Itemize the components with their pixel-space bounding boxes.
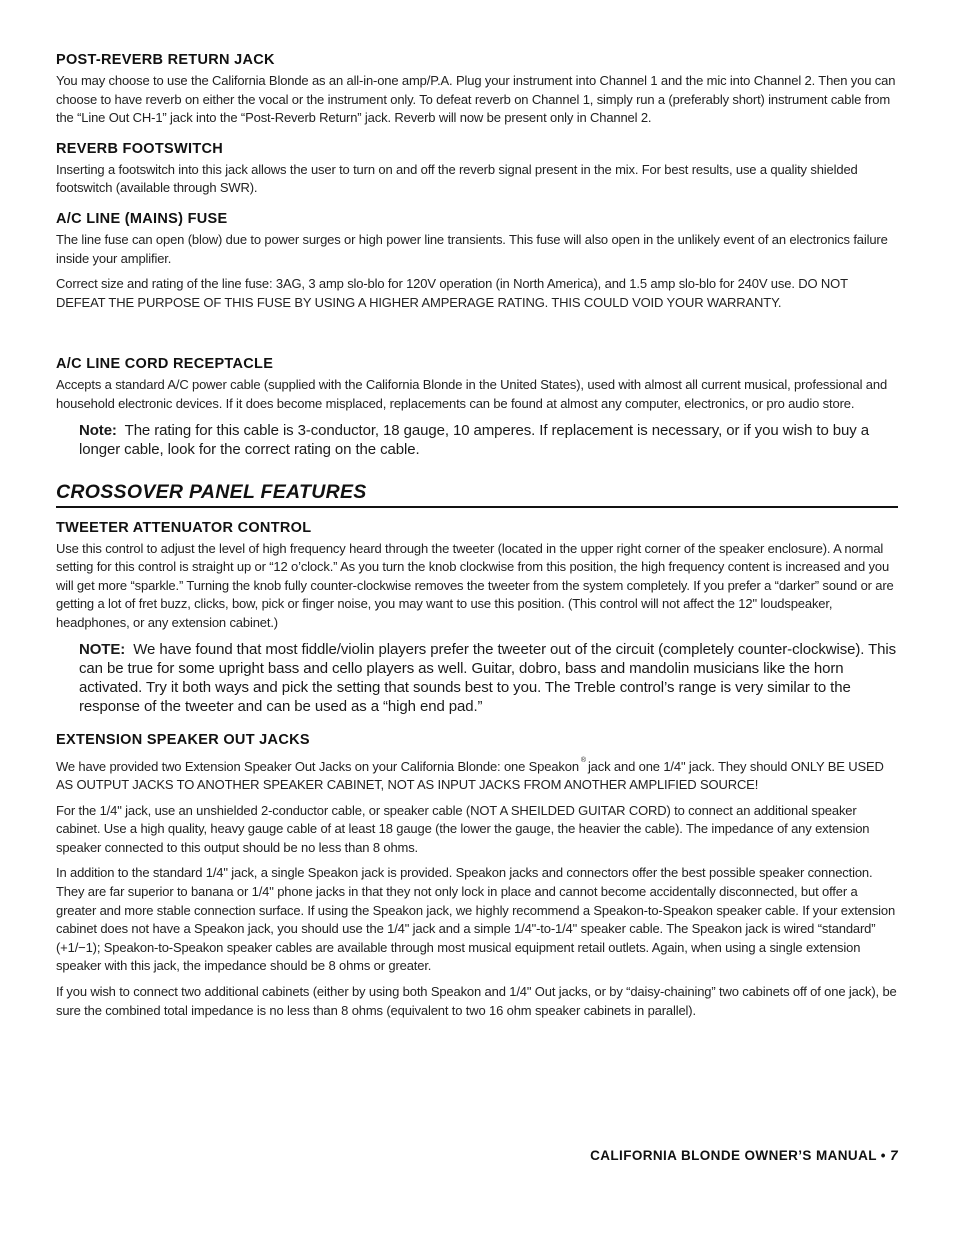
section-paragraph: Inserting a footswitch into this jack allows the user to turn on and off the reverb signal present in the mix. For best results, use a quality shielded footswitch (available through SWR).	[56, 161, 858, 196]
note-block	[79, 640, 898, 716]
section-heading: POST-REVERB RETURN JACK	[56, 52, 275, 68]
section-heading: EXTENSION SPEAKER OUT JACKS	[56, 731, 310, 748]
note-block	[79, 421, 898, 459]
section-extension-speaker-jacks	[56, 732, 898, 1021]
note-label: Note:	[79, 421, 117, 439]
section-tweeter-attenuator	[56, 520, 898, 716]
section-paragraph: Correct size and rating of the line fuse: 3AG, 3 amp slo-blo for 120V operation (in North America), and 1.5 amp slo-blo for 240V use. DO NOT DEFEAT THE PURPOSE OF THIS FUSE BY USING A HIGHER AMPERAGE RATING. THIS COULD VOID YOUR WARRANTY.	[56, 276, 848, 310]
section-paragraph	[56, 752, 898, 795]
section-paragraph: For the 1/4" jack, use an unshielded 2-conductor cable, or speaker cable (NOT A SHEILDED GUITAR CORD) to connect an additional speaker cabinet. Use a high quality, heavy gauge cable of at least 18 gauge (the lower the gauge, the heavier the cable). The impedance of any extension speaker connected to this output should be no less than 8 ohms.	[56, 802, 870, 855]
section-paragraph: The line fuse can open (blow) due to power surges or high power line transients. This fuse will also open in the unlikely event of an electronics failure inside your amplifier.	[56, 231, 888, 266]
paragraph-text: jack and one 1/4" jack. They should ONLY BE USED AS OUTPUT JACKS TO ANOTHER SPEAKER CABINET, NOT AS INPUT JACKS FROM ANOTHER AMPLIFIED SOURCE!	[56, 758, 884, 793]
section-heading: REVERB FOOTSWITCH	[56, 140, 224, 157]
section-paragraph: If you wish to connect two additional cabinets (either by using both Speakon and 1/4" Out jacks, or by “daisy-chaining” two cabinets off of one jack), be sure the combined total impedance is no less than 8 ohms (equivalent to two 16 ohm speaker cabinets in parallel).	[56, 984, 897, 1018]
note-label: NOTE:	[79, 640, 126, 658]
section-ac-line-cord-receptacle	[56, 356, 898, 458]
page-number: 7	[890, 1148, 898, 1163]
section-post-reverb-return-jack	[56, 52, 898, 128]
paragraph-text: We have provided two Extension Speaker Out Jacks on your California Blonde: one Speakon	[56, 758, 579, 774]
crossover-panel-heading: CROSSOVER PANEL FEATURES	[56, 481, 898, 508]
section-paragraph: In addition to the standard 1/4" jack, a single Speakon jack is provided. Speakon jacks and connectors offer the best possible speaker connection. They are far superior to banana or 1/4" phone jacks in that they not only lock in place and cannot become accidentally disconnected, but offer a greater and more stable connection surface. If using the Speakon jack, we highly recommend a Speakon-to-Speakon speaker cable. If your extension cabinet does not have a Speakon jack, you should use the 1/4" jack and a simple 1/4"-to-1/4" speaker cable. The Speakon jack is wired “standard” (+1/−1); Speakon-to-Speakon speaker cables are available through most musical equipment retail outlets. Again, when using a single extension speaker with this jack, the impedance should be 8 ohms or greater.	[56, 865, 896, 974]
manual-page	[56, 52, 898, 1033]
section-paragraph: Use this control to adjust the level of high frequency heard through the tweeter (located in the upper right corner of the speaker enclosure). A normal setting for this control is straight up or “12 o’clock.” As you turn the knob clockwise from this position, the high frequency content is increased and you will get more “sparkle.” Turning the knob fully counter-clockwise removes the tweeter from the system completely. If you prefer a “darker” sound or are getting a lot of fret buzz, clicks, bow, pick or finger noise, you may want to use this position. (This control will not affect the 12" loudspeaker, headphones, or any extension cabinet.)	[56, 540, 894, 630]
section-ac-line-fuse	[56, 211, 898, 312]
page-footer	[590, 1148, 898, 1163]
section-heading: TWEETER ATTENUATOR CONTROL	[56, 519, 312, 536]
section-paragraph: You may choose to use the California Blonde as an all-in-one amp/P.A. Plug your instrument into Channel 1 and the mic into Channel 2. Then you can choose to have reverb on either the vocal or the instrument only. To defeat reverb on Channel 1, simply run a (preferably short) instrument cable from the “Line Out CH-1” jack into the “Post-Reverb Return” jack. Reverb will now be present only in Channel 2.	[56, 73, 896, 126]
section-heading: A/C LINE CORD RECEPTACLE	[56, 356, 274, 373]
section-paragraph: Accepts a standard A/C power cable (supplied with the California Blonde in the United States), used with almost all current musical, professional and household electronic devices. If it does become misplaced, replacements can be found at almost any computer, electronics, or pro audio store.	[56, 377, 888, 411]
footer-title: CALIFORNIA BLONDE OWNER’S MANUAL •	[590, 1148, 886, 1163]
section-reverb-footswitch	[56, 141, 898, 198]
section-heading: A/C LINE (MAINS) FUSE	[56, 210, 228, 227]
note-text: The rating for this cable is 3-conductor, 18 gauge, 10 amperes. If replacement is necessary, or if you wish to buy a longer cable, look for the correct rating on the cable.	[79, 421, 869, 458]
registered-mark: ®	[580, 756, 586, 764]
note-text: We have found that most fiddle/violin players prefer the tweeter out of the circuit (completely counter-clockwise). This can be true for some upright bass and cello players as well. Guitar, dobro, bass and mandolin musicians like the horn activated. Try it both ways and pick the setting that sounds best to you. The Treble control’s range is very similar to the response of the tweeter and can be used as a “high end pad.”	[79, 640, 897, 715]
